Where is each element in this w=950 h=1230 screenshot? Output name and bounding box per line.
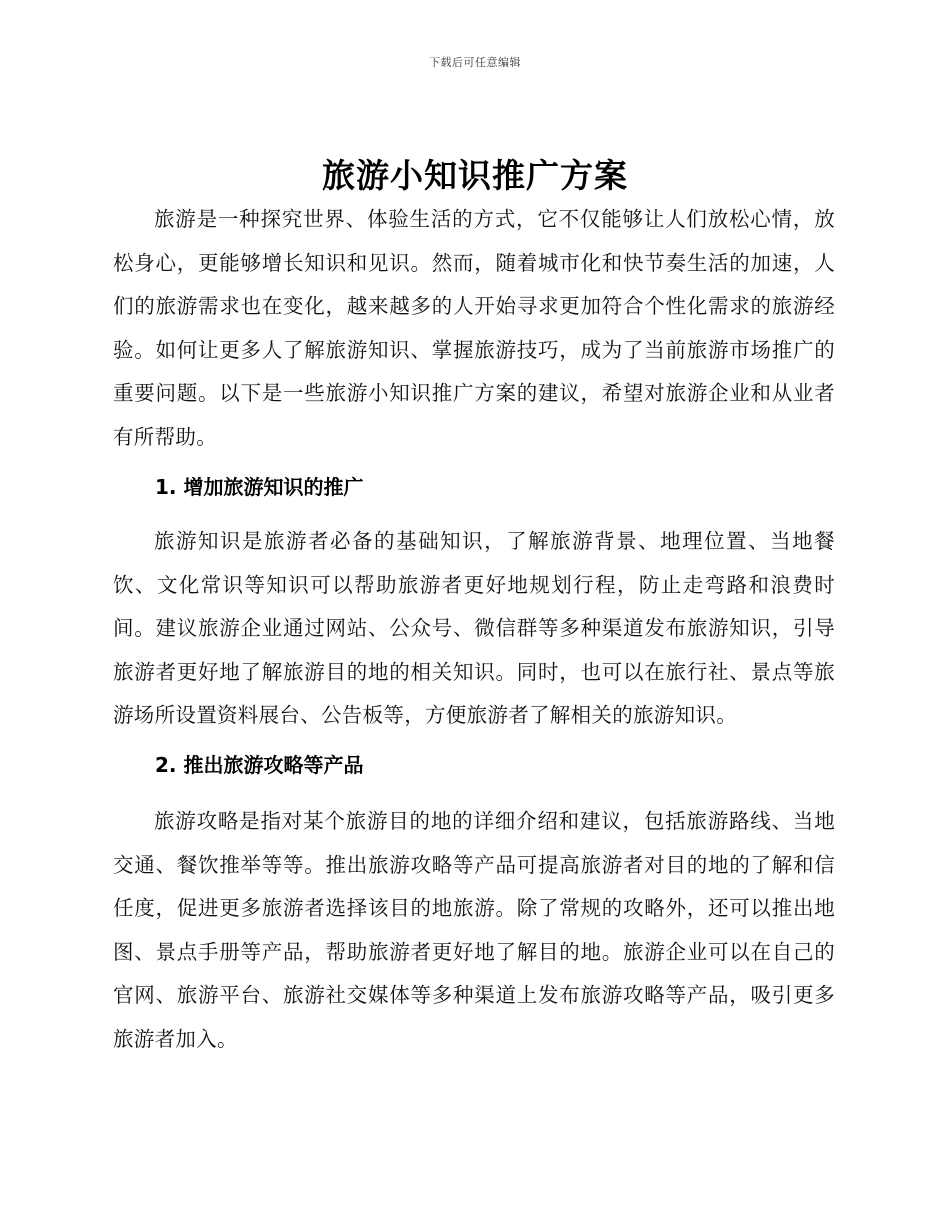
intro-section bbox=[113, 198, 835, 459]
section-heading: 2. 推出旅游攻略等产品 bbox=[155, 753, 364, 777]
section-paragraph: 旅游攻略是指对某个旅游目的地的详细介绍和建议，包括旅游路线、当地交通、餐饮推举等等。推出旅游攻略等产品可提高旅游者对目的地的了解和信任度，促进更多旅游者选择该目的地旅游。除了常规的攻略外，还可以推出地图、景点手册等产品，帮助旅游者更好地了解目的地。旅游企业可以在自己的官网、旅游平台、旅游社交媒体等多种渠道上发布旅游攻略等产品，吸引更多旅游者加入。 bbox=[113, 809, 835, 1051]
section-2-heading-block bbox=[113, 750, 835, 780]
section-1-heading-block bbox=[113, 472, 835, 502]
intro-paragraph: 旅游是一种探究世界、体验生活的方式，它不仅能够让人们放松心情，放松身心，更能够增长知识和见识。然而，随着城市化和快节奏生活的加速，人们的旅游需求也在变化，越来越多的人开始寻求更加符合个性化需求的旅游经验。如何让更多人了解旅游知识、掌握旅游技巧，成为了当前旅游市场推广的重要问题。以下是一些旅游小知识推广方案的建议，希望对旅游企业和从业者有所帮助。 bbox=[113, 207, 835, 449]
section-2-body-block bbox=[113, 800, 835, 1061]
section-1-body-block bbox=[113, 520, 835, 738]
section-paragraph: 旅游知识是旅游者必备的基础知识，了解旅游背景、地理位置、当地餐饮、文化常识等知识可以帮助旅游者更好地规划行程，防止走弯路和浪费时间。建议旅游企业通过网站、公众号、微信群等多种渠道发布旅游知识，引导旅游者更好地了解旅游目的地的相关知识。同时，也可以在旅行社、景点等旅游场所设置资料展台、公告板等，方便旅游者了解相关的旅游知识。 bbox=[113, 529, 835, 727]
page-header-note: 下载后可任意编辑 bbox=[429, 56, 521, 69]
document-title: 旅游小知识推广方案 bbox=[322, 156, 628, 195]
section-heading: 1. 增加旅游知识的推广 bbox=[155, 475, 364, 499]
